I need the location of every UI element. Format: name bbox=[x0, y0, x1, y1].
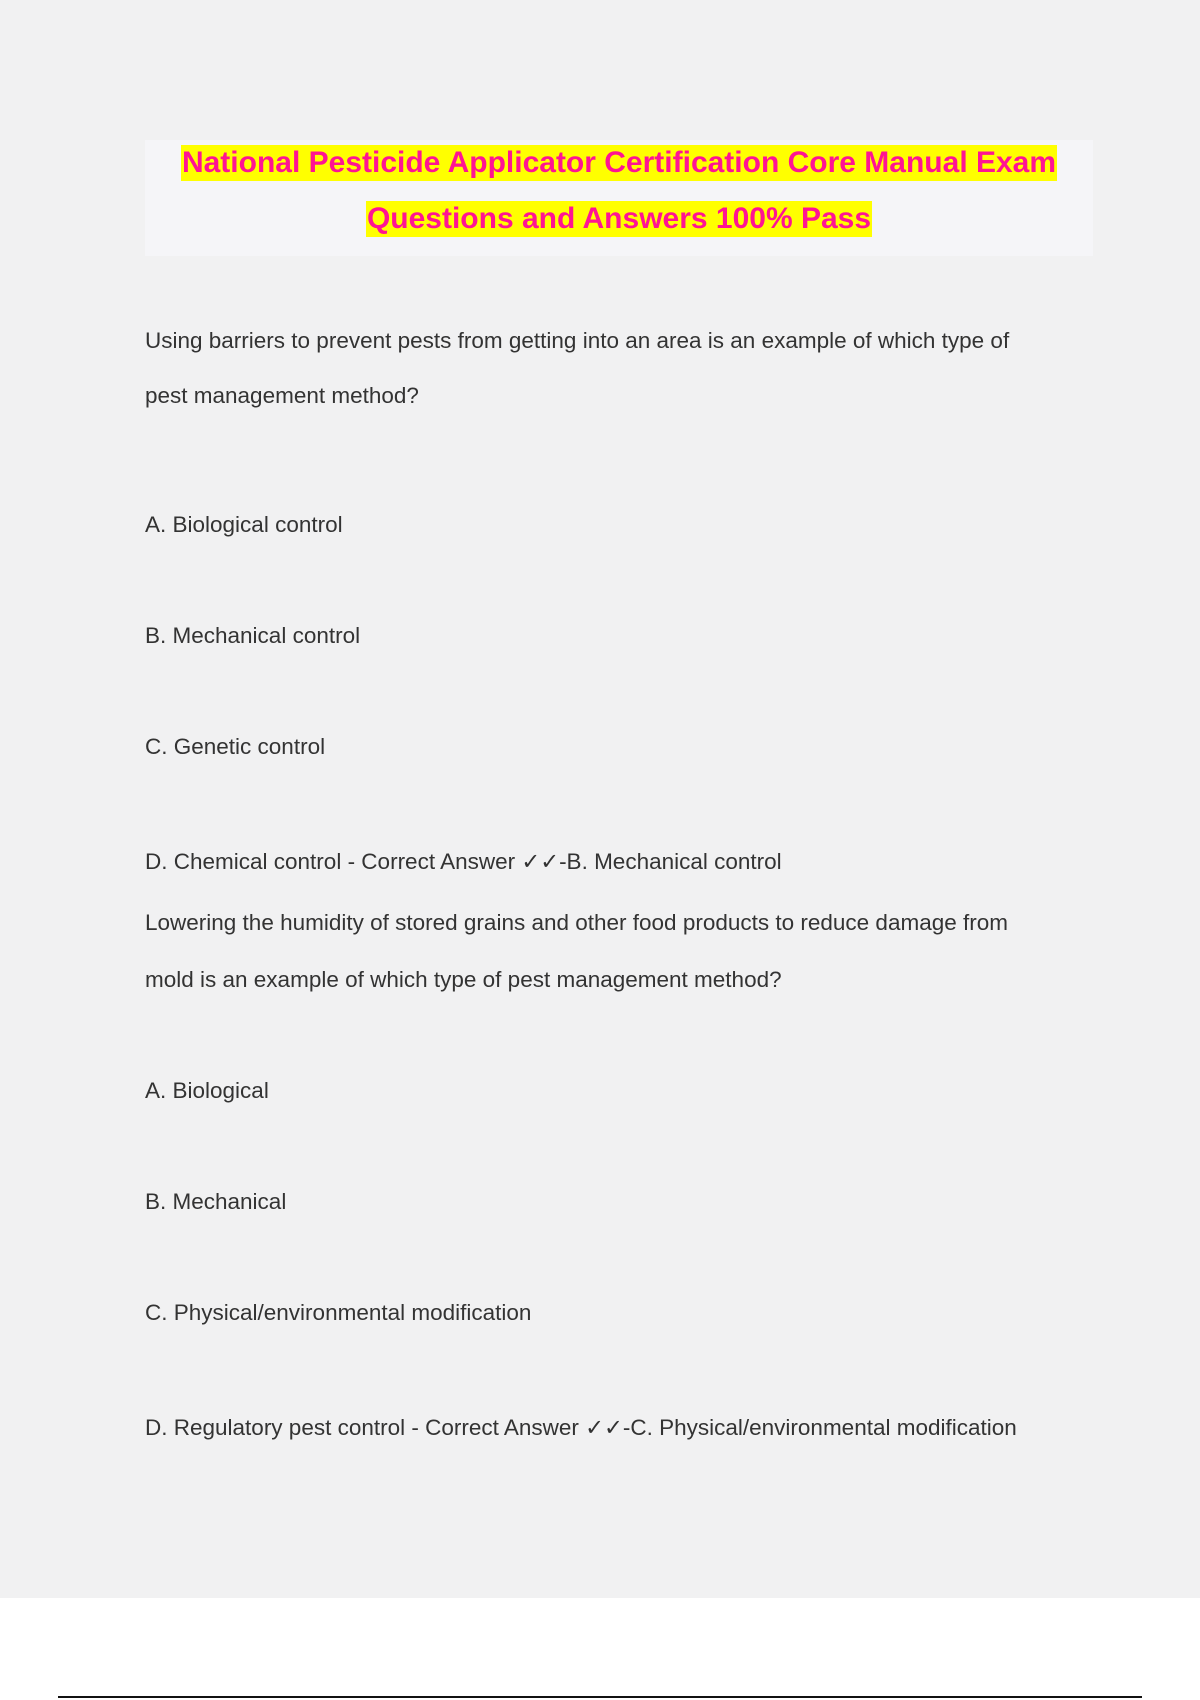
question-2-text-line-1: Lowering the humidity of stored grains and other food products to reduce damage from bbox=[145, 910, 1008, 935]
title-line-1: National Pesticide Applicator Certification Core Manual Exam bbox=[181, 146, 1057, 179]
question-2-option-b: B. Mechanical bbox=[145, 1189, 287, 1214]
question-1-option-c: C. Genetic control bbox=[145, 734, 326, 759]
document-title bbox=[145, 140, 1093, 256]
question-2-text-line-2: mold is an example of which type of pest management method? bbox=[145, 967, 782, 992]
question-2-option-c: C. Physical/environmental modification bbox=[145, 1300, 532, 1325]
question-1-text-line-2: pest management method? bbox=[145, 383, 419, 408]
question-2-option-a: A. Biological bbox=[145, 1078, 269, 1103]
question-1-option-a: A. Biological control bbox=[145, 512, 343, 537]
question-1-option-b: B. Mechanical control bbox=[145, 623, 361, 648]
question-1-option-d-answer: D. Chemical control - Correct Answer ✓✓-B. Mechanical control bbox=[145, 849, 782, 874]
title-line-2: Questions and Answers 100% Pass bbox=[366, 202, 872, 235]
footer-divider bbox=[58, 1696, 1142, 1698]
question-1-text-line-1: Using barriers to prevent pests from getting into an area is an example of which type of bbox=[145, 328, 1010, 353]
question-2-option-d-answer: D. Regulatory pest control - Correct Answer ✓✓-C. Physical/environmental modification bbox=[145, 1415, 1017, 1440]
